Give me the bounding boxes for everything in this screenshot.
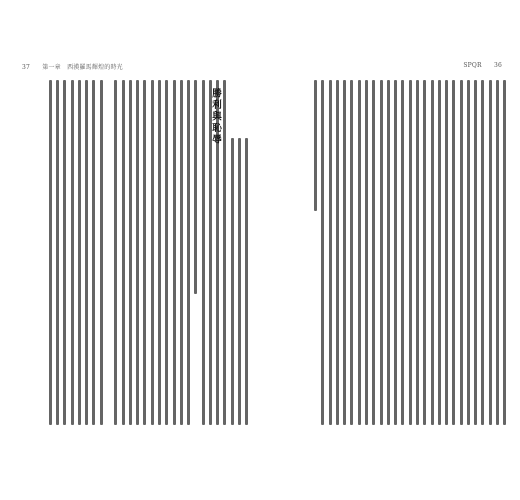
text-column-ink <box>158 80 161 425</box>
text-column <box>120 80 126 425</box>
text-column-ink <box>489 80 492 425</box>
text-column-ink <box>49 80 52 425</box>
text-column <box>47 80 53 425</box>
text-column-ink <box>423 80 426 425</box>
left-page-header <box>22 62 123 71</box>
text-column-ink <box>187 80 190 425</box>
right-running-head: SPQR <box>463 62 482 69</box>
text-column <box>327 80 333 425</box>
text-column-ink <box>122 80 125 425</box>
text-column <box>393 80 399 425</box>
text-column <box>171 80 177 425</box>
text-column <box>422 80 428 425</box>
text-column <box>371 80 377 425</box>
section-heading: 勝利與恥辱 <box>210 88 221 146</box>
text-column <box>378 80 384 425</box>
text-column <box>193 80 199 425</box>
text-column <box>105 80 111 425</box>
text-column <box>313 80 319 425</box>
text-column-ink <box>452 80 455 425</box>
text-column <box>444 80 450 425</box>
text-column <box>84 80 90 425</box>
text-column <box>69 80 75 425</box>
text-column-ink <box>194 80 197 294</box>
text-column <box>502 80 508 425</box>
text-column-ink <box>387 80 390 425</box>
right-page-header <box>463 62 502 69</box>
text-column <box>334 80 340 425</box>
text-column-ink <box>63 80 66 425</box>
text-column <box>407 80 413 425</box>
text-column-ink <box>394 80 397 425</box>
text-column <box>76 80 82 425</box>
left-page-number: 37 <box>22 64 31 71</box>
text-column-ink <box>136 80 139 425</box>
text-column <box>356 80 362 425</box>
text-column-ink <box>180 80 183 425</box>
text-column <box>142 80 148 425</box>
text-column-ink <box>401 80 404 425</box>
text-column-ink <box>56 80 59 425</box>
text-column <box>400 80 406 425</box>
right-page <box>260 0 520 500</box>
text-column-ink <box>365 80 368 425</box>
right-page-body <box>274 80 508 425</box>
text-column <box>156 80 162 425</box>
text-column-ink <box>496 80 499 425</box>
text-column-ink <box>223 80 226 425</box>
text-column-ink <box>409 80 412 425</box>
text-column-ink <box>321 80 324 425</box>
text-column-ink <box>474 80 477 425</box>
text-column <box>363 80 369 425</box>
text-column <box>237 80 243 425</box>
text-column-ink <box>431 80 434 425</box>
text-column <box>495 80 501 425</box>
text-column <box>222 80 228 425</box>
text-column-ink <box>481 80 484 425</box>
text-column-ink <box>416 80 419 425</box>
text-column-ink <box>467 80 470 425</box>
text-column <box>342 80 348 425</box>
text-column-ink <box>92 80 95 425</box>
text-column-ink <box>78 80 81 425</box>
text-column <box>451 80 457 425</box>
text-column <box>320 80 326 425</box>
text-column-ink <box>343 80 346 425</box>
text-column <box>244 80 250 425</box>
text-column <box>414 80 420 425</box>
text-column-ink <box>143 80 146 425</box>
text-column-ink <box>380 80 383 425</box>
text-column-ink <box>165 80 168 425</box>
text-column <box>465 80 471 425</box>
text-column <box>487 80 493 425</box>
text-column <box>349 80 355 425</box>
text-column <box>436 80 442 425</box>
text-column-ink <box>358 80 361 425</box>
right-page-number: 36 <box>493 62 502 69</box>
text-column-ink <box>114 80 117 425</box>
text-column <box>178 80 184 425</box>
text-column-ink <box>238 138 241 425</box>
text-column <box>458 80 464 425</box>
text-column <box>186 80 192 425</box>
text-column <box>164 80 170 425</box>
text-column <box>473 80 479 425</box>
text-column <box>127 80 133 425</box>
left-running-head: 第一章 西漢羅馬輝煌的時光 <box>42 64 123 71</box>
text-column-ink <box>460 80 463 425</box>
text-column-ink <box>438 80 441 425</box>
text-column <box>200 80 206 425</box>
text-column <box>113 80 119 425</box>
text-column <box>62 80 68 425</box>
text-column-ink <box>445 80 448 425</box>
text-column <box>385 80 391 425</box>
text-column-ink <box>245 138 248 425</box>
text-column-ink <box>314 80 317 211</box>
text-column-ink <box>503 80 506 425</box>
text-column <box>55 80 61 425</box>
text-column-ink <box>231 138 234 425</box>
text-column <box>149 80 155 425</box>
text-column-ink <box>350 80 353 425</box>
text-column-ink <box>85 80 88 425</box>
text-column <box>135 80 141 425</box>
text-column-ink <box>173 80 176 425</box>
text-column <box>429 80 435 425</box>
text-column <box>91 80 97 425</box>
text-column-ink <box>100 80 103 425</box>
text-column <box>98 80 104 425</box>
text-column-ink <box>202 80 205 425</box>
text-column-ink <box>151 80 154 425</box>
text-column-ink <box>71 80 74 425</box>
text-column <box>480 80 486 425</box>
text-column <box>229 80 235 425</box>
text-column-ink <box>329 80 332 425</box>
text-column-ink <box>129 80 132 425</box>
text-column-ink <box>336 80 339 425</box>
text-column-ink <box>372 80 375 425</box>
